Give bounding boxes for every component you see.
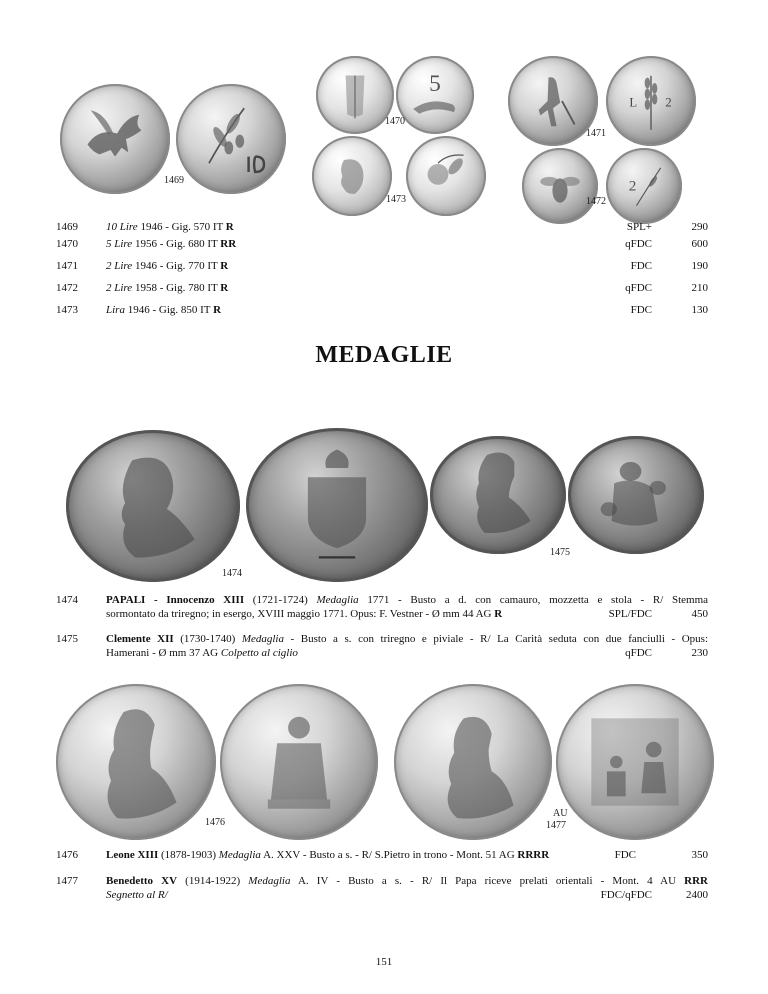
medal-lot-1474 [56,594,708,624]
lot-row-1471 [56,260,708,274]
coin-image-1471-obverse [508,56,598,146]
medal-lot-1477 [56,875,708,905]
description-line-1 [106,875,708,889]
text-run: (1914-1922) [177,875,249,887]
medal-lot-1475 [56,633,708,663]
rarity: R [213,304,222,316]
lot-label-1476: 1476 [205,817,225,828]
coat-of-arms-icon [246,428,428,582]
text-run: A. IV - Busto a s. - R/ Il Papa riceve prelati orientali - Mont. 4 AU [290,875,685,887]
olive-branch-icon [606,148,682,224]
lot-grade: FDC [614,849,636,861]
lot-grade: qFDC [625,646,652,659]
bee-icon [522,148,598,224]
text-run: Medaglia [248,875,291,887]
st-peter-enthroned-icon [220,684,378,840]
medal-image-1474-reverse [246,428,428,582]
orange-branch-icon [406,136,486,216]
rarity: RR [220,238,237,250]
medal-image-1477-obverse [394,684,552,840]
medal-image-1475-reverse [568,436,704,554]
lot-heading: PAPALI - Innocenzo XIII [106,594,245,606]
lot-grade: FDC [630,304,652,316]
lot-number: 1477 [56,875,78,887]
text-run: A. XXV - Busto a s. - R/ S.Pietro in trono - Mont. 51 AG [260,849,518,861]
rarity: R [225,221,234,233]
svg-text:5: 5 [429,71,441,98]
text-run: (1730-1740) [173,633,242,645]
lot-price: 450 [691,607,708,620]
lot-price: 290 [691,221,708,233]
lot-label-1475: 1475 [550,547,570,558]
coin-name: 2 Lire [106,282,133,294]
coin-details: 1946 - Gig. 850 IT [124,304,214,316]
coin-image-1473-reverse [406,136,486,216]
lot-grade: qFDC [625,282,652,294]
description-line-2 [106,647,708,661]
lot-grade: SPL+ [626,221,652,233]
lot-description [106,633,708,660]
lot-number: 1470 [56,238,78,250]
pope-with-tiara-icon [430,436,566,554]
section-title: MEDAGLIE [315,342,453,368]
coin-image-1470-obverse [316,56,394,134]
charity-figure-icon [568,436,704,554]
coin-image-1473-obverse [312,136,392,216]
coin-details: 1958 - Gig. 780 IT [132,282,221,294]
dolphin-icon [396,56,474,134]
lot-description [106,238,236,250]
lot-label-1469: 1469 [164,175,184,186]
lot-number: 1475 [56,633,78,645]
lot-heading: Clemente XII [106,633,174,645]
text-run: Medaglia [218,849,261,861]
medal-image-1474-obverse [66,430,240,582]
pope-benedict-bust-icon [394,684,552,840]
olive-branch-icon [176,84,286,194]
rudder-icon [316,56,394,134]
medal-image-1476-obverse [56,684,216,840]
lot-price: 130 [691,304,708,316]
lot-label-1472: 1472 [586,196,606,207]
rarity: R [220,260,229,272]
lot-row-1473 [56,304,708,318]
rarity: RRRR [517,849,550,861]
svg-text:2: 2 [665,95,672,110]
lot-grade: SPL/FDC [608,607,652,620]
lot-price: 600 [691,238,708,250]
coin-image-1469-obverse [60,84,170,194]
lot-description [106,260,228,272]
text-run: (1721-1724) [244,594,317,606]
coin-image-1470-reverse [396,56,474,134]
coin-details: 1956 - Gig. 680 IT [132,238,221,250]
lot-number: 1472 [56,282,78,294]
coin-image-1472-obverse [522,148,598,224]
text-run: - Busto a s. con triregno e piviale - R/ La Carità seduta con due fanciulli - Opus: [283,633,708,645]
pope-bust-icon [66,430,240,582]
lot-description [106,221,234,233]
lot-description [106,282,228,294]
coin-details: 1946 - Gig. 570 IT [137,221,226,233]
audience-scene-icon [556,684,714,840]
lot-row-1470 [56,238,708,252]
text-run: Medaglia [316,594,359,606]
coin-image-1471-reverse [606,56,696,146]
lot-number: 1469 [56,221,78,233]
coin-name: 2 Lire [106,260,133,272]
lot-label-1474: 1474 [222,568,242,579]
lot-grade: FDC/qFDC [600,888,652,901]
lot-row-1472 [56,282,708,296]
description-line-1 [106,594,708,608]
coin-name: Lira [106,304,125,316]
condition-note: Segnetto al R/ [106,888,168,901]
wheat-ear-icon [606,56,696,146]
lot-grade: FDC [630,260,652,272]
text-run: 1771 - Busto a d. con camauro, mozzetta e stola - R/ Stemma [358,594,709,606]
coin-image-1472-reverse [606,148,682,224]
lot-price: 190 [691,260,708,272]
medal-image-1476-reverse [220,684,378,840]
svg-text:L: L [629,95,638,110]
text-run: (1878-1903) [158,849,219,861]
lot-number: 1476 [56,849,78,861]
lot-price: 350 [691,849,708,861]
lot-label-1473: 1473 [386,194,406,205]
text-run: sormontato da triregno; in esergo, XVIII maggio 1771. Opus: F. Vestner - Ø mm 44 AG [106,607,495,620]
lot-price: 230 [691,646,708,659]
description-line-1 [106,633,708,647]
lot-number: 1471 [56,260,78,272]
lot-label-1470: 1470 [385,116,405,127]
coin-name: 5 Lire [106,238,133,250]
farmer-plowing-icon [508,56,598,146]
pegasus-icon [60,84,170,194]
coin-name: 10 Lire [106,221,138,233]
lot-description [106,304,221,316]
lot-metal-1477: AU [553,808,568,819]
medal-image-1477-reverse [556,684,714,840]
lot-label-1471: 1471 [586,128,606,139]
condition-note: Colpetto al ciglio [220,646,298,659]
coin-details: 1946 - Gig. 770 IT [132,260,221,272]
medal-image-1475-obverse [430,436,566,554]
lot-number: 1473 [56,304,78,316]
rarity: R [220,282,229,294]
page-number: 151 [375,956,393,968]
lot-number: 1474 [56,594,78,606]
lot-price: 2400 [686,888,708,901]
medal-lot-1476 [56,849,708,865]
lot-grade: qFDC [625,238,652,250]
rarity: RRR [684,875,708,887]
lot-row-1469 [56,221,708,235]
female-head-icon [312,136,392,216]
pope-leo-bust-icon [56,684,216,840]
lot-heading: Leone XIII [106,849,159,861]
text-run: Hamerani - Ø mm 37 AG [106,646,221,659]
lot-heading: Benedetto XV [106,875,178,887]
coin-image-1469-reverse [176,84,286,194]
lot-price: 210 [691,282,708,294]
text-run: Medaglia [241,633,284,645]
svg-text:2: 2 [628,177,637,195]
rarity: R [494,607,503,620]
lot-label-1477: 1477 [546,820,566,831]
